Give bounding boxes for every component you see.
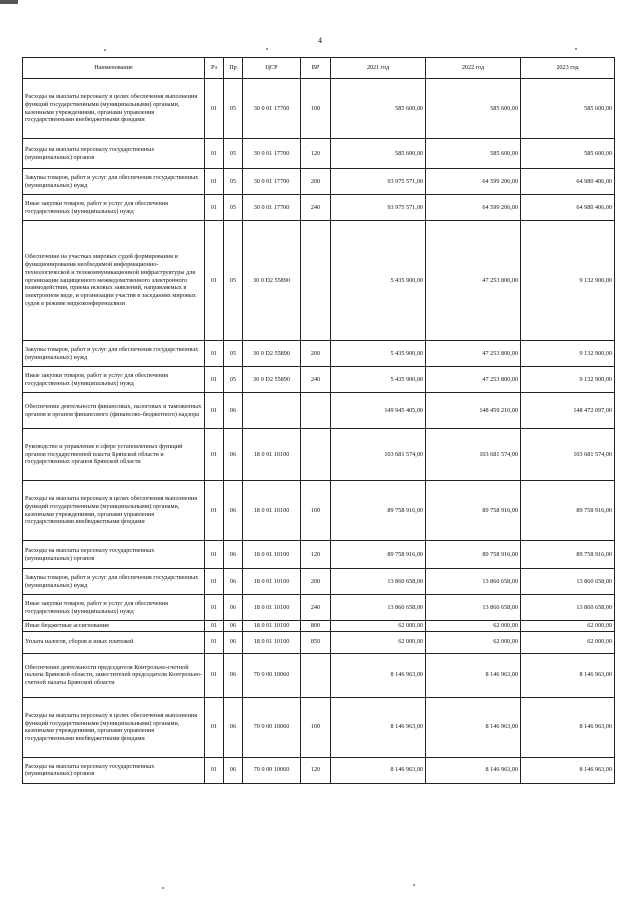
cell-pr: 06 bbox=[224, 757, 243, 783]
header-2021: 2021 год bbox=[331, 58, 426, 79]
cell-2023: 62 000,00 bbox=[521, 621, 615, 632]
table-row bbox=[23, 653, 615, 697]
header-rz: Рз bbox=[205, 58, 224, 79]
cell-2023: 62 000,00 bbox=[521, 631, 615, 653]
cell-rz: 01 bbox=[205, 341, 224, 367]
cell-2022: 585 600,00 bbox=[426, 139, 521, 169]
cell-csr: 30 0 D2 55890 bbox=[243, 367, 301, 393]
table-header-row bbox=[23, 58, 615, 79]
table-row bbox=[23, 221, 615, 341]
cell-rz: 01 bbox=[205, 221, 224, 341]
cell-2021: 89 758 916,00 bbox=[331, 481, 426, 541]
table-row bbox=[23, 757, 615, 783]
cell-rz: 01 bbox=[205, 79, 224, 139]
page-number: 4 bbox=[318, 36, 322, 45]
header-csr: ЦСР bbox=[243, 58, 301, 79]
cell-2023: 9 132 900,00 bbox=[521, 341, 615, 367]
cell-rz: 01 bbox=[205, 367, 224, 393]
cell-csr: 30 0 01 17700 bbox=[243, 139, 301, 169]
cell-2021: 13 860 658,00 bbox=[331, 569, 426, 595]
table-row bbox=[23, 367, 615, 393]
cell-2021: 5 435 900,00 bbox=[331, 221, 426, 341]
cell-2022: 62 000,00 bbox=[426, 631, 521, 653]
cell-csr: 30 0 01 17700 bbox=[243, 79, 301, 139]
cell-rz: 01 bbox=[205, 697, 224, 757]
scan-speck bbox=[162, 887, 164, 889]
cell-pr: 06 bbox=[224, 541, 243, 569]
cell-rz: 01 bbox=[205, 653, 224, 697]
cell-csr: 30 0 01 17700 bbox=[243, 169, 301, 195]
cell-name: Иные закупки товаров, работ и услуг для обеспечения государственных (муниципальных) нужд bbox=[23, 367, 205, 393]
cell-name: Иные закупки товаров, работ и услуг для обеспечения государственных (муниципальных) нужд bbox=[23, 195, 205, 221]
cell-2022: 47 253 800,00 bbox=[426, 221, 521, 341]
header-vr: ВР bbox=[301, 58, 331, 79]
cell-vr: 200 bbox=[301, 169, 331, 195]
cell-csr: 18 0 01 10100 bbox=[243, 429, 301, 481]
cell-csr: 18 0 01 10100 bbox=[243, 595, 301, 621]
cell-rz: 01 bbox=[205, 757, 224, 783]
cell-2023: 89 758 916,00 bbox=[521, 481, 615, 541]
cell-2021: 149 945 405,00 bbox=[331, 393, 426, 429]
cell-2022: 47 253 800,00 bbox=[426, 367, 521, 393]
cell-csr: 30 0 D2 55890 bbox=[243, 341, 301, 367]
cell-pr: 06 bbox=[224, 481, 243, 541]
cell-pr: 06 bbox=[224, 429, 243, 481]
cell-2021: 585 600,00 bbox=[331, 139, 426, 169]
cell-2022: 89 758 916,00 bbox=[426, 541, 521, 569]
cell-vr: 120 bbox=[301, 139, 331, 169]
cell-vr: 800 bbox=[301, 621, 331, 632]
budget-table bbox=[22, 57, 615, 784]
cell-2023: 585 600,00 bbox=[521, 139, 615, 169]
table-row bbox=[23, 481, 615, 541]
cell-2021: 93 975 571,00 bbox=[331, 195, 426, 221]
cell-vr: 100 bbox=[301, 697, 331, 757]
cell-vr: 100 bbox=[301, 79, 331, 139]
cell-pr: 05 bbox=[224, 169, 243, 195]
cell-2021: 8 146 963,00 bbox=[331, 757, 426, 783]
cell-name: Уплата налогов, сборов и иных платежей bbox=[23, 631, 205, 653]
cell-2023: 13 860 658,00 bbox=[521, 569, 615, 595]
table-row bbox=[23, 195, 615, 221]
cell-vr: 200 bbox=[301, 569, 331, 595]
cell-pr: 06 bbox=[224, 653, 243, 697]
cell-2021: 8 146 963,00 bbox=[331, 697, 426, 757]
cell-2023: 103 681 574,00 bbox=[521, 429, 615, 481]
cell-2023: 89 758 916,00 bbox=[521, 541, 615, 569]
cell-pr: 06 bbox=[224, 393, 243, 429]
cell-rz: 01 bbox=[205, 195, 224, 221]
table-row bbox=[23, 569, 615, 595]
cell-2023: 13 860 658,00 bbox=[521, 595, 615, 621]
cell-2021: 585 600,00 bbox=[331, 79, 426, 139]
cell-pr: 06 bbox=[224, 697, 243, 757]
cell-2023: 8 146 963,00 bbox=[521, 757, 615, 783]
cell-2023: 9 132 900,00 bbox=[521, 367, 615, 393]
cell-vr: 120 bbox=[301, 541, 331, 569]
table-row bbox=[23, 169, 615, 195]
cell-name: Обеспечение деятельности председателя Контрольно-счетной палаты Брянской области, заместителей председателя Контрольно-счетной палаты Брянской области bbox=[23, 653, 205, 697]
cell-pr: 06 bbox=[224, 569, 243, 595]
cell-rz: 01 bbox=[205, 595, 224, 621]
table-row bbox=[23, 595, 615, 621]
scan-speck bbox=[104, 49, 106, 51]
cell-pr: 05 bbox=[224, 367, 243, 393]
header-2023: 2023 год bbox=[521, 58, 615, 79]
cell-rz: 01 bbox=[205, 139, 224, 169]
cell-name: Расходы на выплаты персоналу государственных (муниципальных) органов bbox=[23, 139, 205, 169]
cell-2021: 5 435 900,00 bbox=[331, 367, 426, 393]
table-row bbox=[23, 393, 615, 429]
table-row bbox=[23, 541, 615, 569]
cell-2022: 64 599 206,00 bbox=[426, 169, 521, 195]
cell-rz: 01 bbox=[205, 541, 224, 569]
cell-name: Иные бюджетные ассигнования bbox=[23, 621, 205, 632]
header-2022: 2022 год bbox=[426, 58, 521, 79]
cell-name: Расходы на выплаты персоналу государственных (муниципальных) органов bbox=[23, 757, 205, 783]
cell-name: Обеспечение на участках мировых судей формирования и функционирования необходимой информационно-технологической и телекоммуникационной инфраструктуры для организации защищенного межведомственного электронного взаимодействия, приема исковых заявлений, направляемых в электронном виде, и организации участия в заседаниях мировых судов в режиме видеоконференцсвязи bbox=[23, 221, 205, 341]
cell-2021: 93 975 571,00 bbox=[331, 169, 426, 195]
table-row bbox=[23, 621, 615, 632]
cell-csr: 70 0 00 10060 bbox=[243, 653, 301, 697]
cell-name: Расходы на выплаты персоналу в целях обеспечения выполнения функций государственными (муниципальными) органами, казенными учреждениями, органами управления государственными внебюджетными фондами bbox=[23, 481, 205, 541]
cell-2022: 47 253 800,00 bbox=[426, 341, 521, 367]
cell-csr: 30 0 D2 55890 bbox=[243, 221, 301, 341]
cell-pr: 05 bbox=[224, 139, 243, 169]
cell-name: Расходы на выплаты персоналу в целях обеспечения выполнения функций государственными (муниципальными) органами, казенными учреждениями, органами управления государственными внебюджетными фондами bbox=[23, 697, 205, 757]
cell-name: Иные закупки товаров, работ и услуг для обеспечения государственных (муниципальных) нужд bbox=[23, 595, 205, 621]
cell-2023: 8 146 963,00 bbox=[521, 653, 615, 697]
cell-csr: 18 0 01 10100 bbox=[243, 621, 301, 632]
cell-rz: 01 bbox=[205, 569, 224, 595]
cell-2022: 148 459 210,00 bbox=[426, 393, 521, 429]
cell-vr: 240 bbox=[301, 367, 331, 393]
cell-name: Обеспечение деятельности финансовых, налоговых и таможенных органов и органов финансового (финансово-бюджетного) надзора bbox=[23, 393, 205, 429]
cell-2023: 9 132 900,00 bbox=[521, 221, 615, 341]
cell-vr bbox=[301, 653, 331, 697]
cell-vr: 240 bbox=[301, 595, 331, 621]
cell-vr bbox=[301, 429, 331, 481]
cell-2021: 103 681 574,00 bbox=[331, 429, 426, 481]
cell-2021: 62 000,00 bbox=[331, 621, 426, 632]
cell-name: Руководство и управление в сфере установленных функций органов государственной власти Брянской области и государственных органов Брянской области bbox=[23, 429, 205, 481]
cell-2023: 64 980 406,00 bbox=[521, 195, 615, 221]
table-row bbox=[23, 139, 615, 169]
header-pr: Пр bbox=[224, 58, 243, 79]
cell-csr: 70 0 00 10060 bbox=[243, 697, 301, 757]
cell-2022: 64 599 206,00 bbox=[426, 195, 521, 221]
cell-rz: 01 bbox=[205, 481, 224, 541]
scan-speck bbox=[266, 48, 268, 50]
cell-csr: 18 0 01 10100 bbox=[243, 481, 301, 541]
table-row bbox=[23, 341, 615, 367]
table-row bbox=[23, 429, 615, 481]
cell-rz: 01 bbox=[205, 169, 224, 195]
cell-rz: 01 bbox=[205, 393, 224, 429]
cell-pr: 05 bbox=[224, 221, 243, 341]
cell-2023: 64 980 406,00 bbox=[521, 169, 615, 195]
cell-csr bbox=[243, 393, 301, 429]
cell-2021: 13 860 658,00 bbox=[331, 595, 426, 621]
cell-2021: 5 435 900,00 bbox=[331, 341, 426, 367]
cell-2022: 585 600,00 bbox=[426, 79, 521, 139]
cell-vr bbox=[301, 221, 331, 341]
cell-vr: 240 bbox=[301, 195, 331, 221]
cell-2022: 8 146 963,00 bbox=[426, 697, 521, 757]
header-name: Наименование bbox=[23, 58, 205, 79]
cell-vr: 200 bbox=[301, 341, 331, 367]
cell-2023: 585 600,00 bbox=[521, 79, 615, 139]
cell-2021: 8 146 963,00 bbox=[331, 653, 426, 697]
cell-name: Закупка товаров, работ и услуг для обеспечения государственных (муниципальных) нужд bbox=[23, 169, 205, 195]
table-row bbox=[23, 697, 615, 757]
table-row bbox=[23, 631, 615, 653]
cell-csr: 30 0 01 17700 bbox=[243, 195, 301, 221]
table-row bbox=[23, 79, 615, 139]
cell-2022: 89 758 916,00 bbox=[426, 481, 521, 541]
cell-2022: 8 146 963,00 bbox=[426, 653, 521, 697]
cell-pr: 05 bbox=[224, 195, 243, 221]
cell-rz: 01 bbox=[205, 631, 224, 653]
cell-vr: 850 bbox=[301, 631, 331, 653]
cell-pr: 06 bbox=[224, 595, 243, 621]
cell-csr: 18 0 01 10100 bbox=[243, 541, 301, 569]
cell-2023: 8 146 963,00 bbox=[521, 697, 615, 757]
cell-rz: 01 bbox=[205, 621, 224, 632]
cell-2022: 13 860 658,00 bbox=[426, 595, 521, 621]
cell-2022: 103 681 574,00 bbox=[426, 429, 521, 481]
scan-corner-mark bbox=[0, 0, 18, 4]
scan-speck bbox=[413, 884, 415, 886]
cell-2022: 62 000,00 bbox=[426, 621, 521, 632]
cell-csr: 18 0 01 10100 bbox=[243, 569, 301, 595]
cell-2022: 8 146 963,00 bbox=[426, 757, 521, 783]
cell-2021: 62 000,00 bbox=[331, 631, 426, 653]
cell-vr bbox=[301, 393, 331, 429]
cell-pr: 06 bbox=[224, 631, 243, 653]
cell-2022: 13 860 658,00 bbox=[426, 569, 521, 595]
cell-pr: 05 bbox=[224, 341, 243, 367]
cell-name: Закупка товаров, работ и услуг для обеспечения государственных (муниципальных) нужд bbox=[23, 569, 205, 595]
cell-name: Расходы на выплаты персоналу государственных (муниципальных) органов bbox=[23, 541, 205, 569]
scan-speck bbox=[575, 48, 577, 50]
cell-2023: 148 472 097,00 bbox=[521, 393, 615, 429]
cell-pr: 05 bbox=[224, 79, 243, 139]
cell-vr: 120 bbox=[301, 757, 331, 783]
cell-2021: 89 758 916,00 bbox=[331, 541, 426, 569]
cell-name: Закупка товаров, работ и услуг для обеспечения государственных (муниципальных) нужд bbox=[23, 341, 205, 367]
cell-vr: 100 bbox=[301, 481, 331, 541]
cell-name: Расходы на выплаты персоналу в целях обеспечения выполнения функций государственными (муниципальными) органами, казенными учреждениями, органами управления государственными внебюджетными фондами bbox=[23, 79, 205, 139]
cell-rz: 01 bbox=[205, 429, 224, 481]
cell-pr: 06 bbox=[224, 621, 243, 632]
cell-csr: 70 0 00 10060 bbox=[243, 757, 301, 783]
cell-csr: 18 0 01 10100 bbox=[243, 631, 301, 653]
